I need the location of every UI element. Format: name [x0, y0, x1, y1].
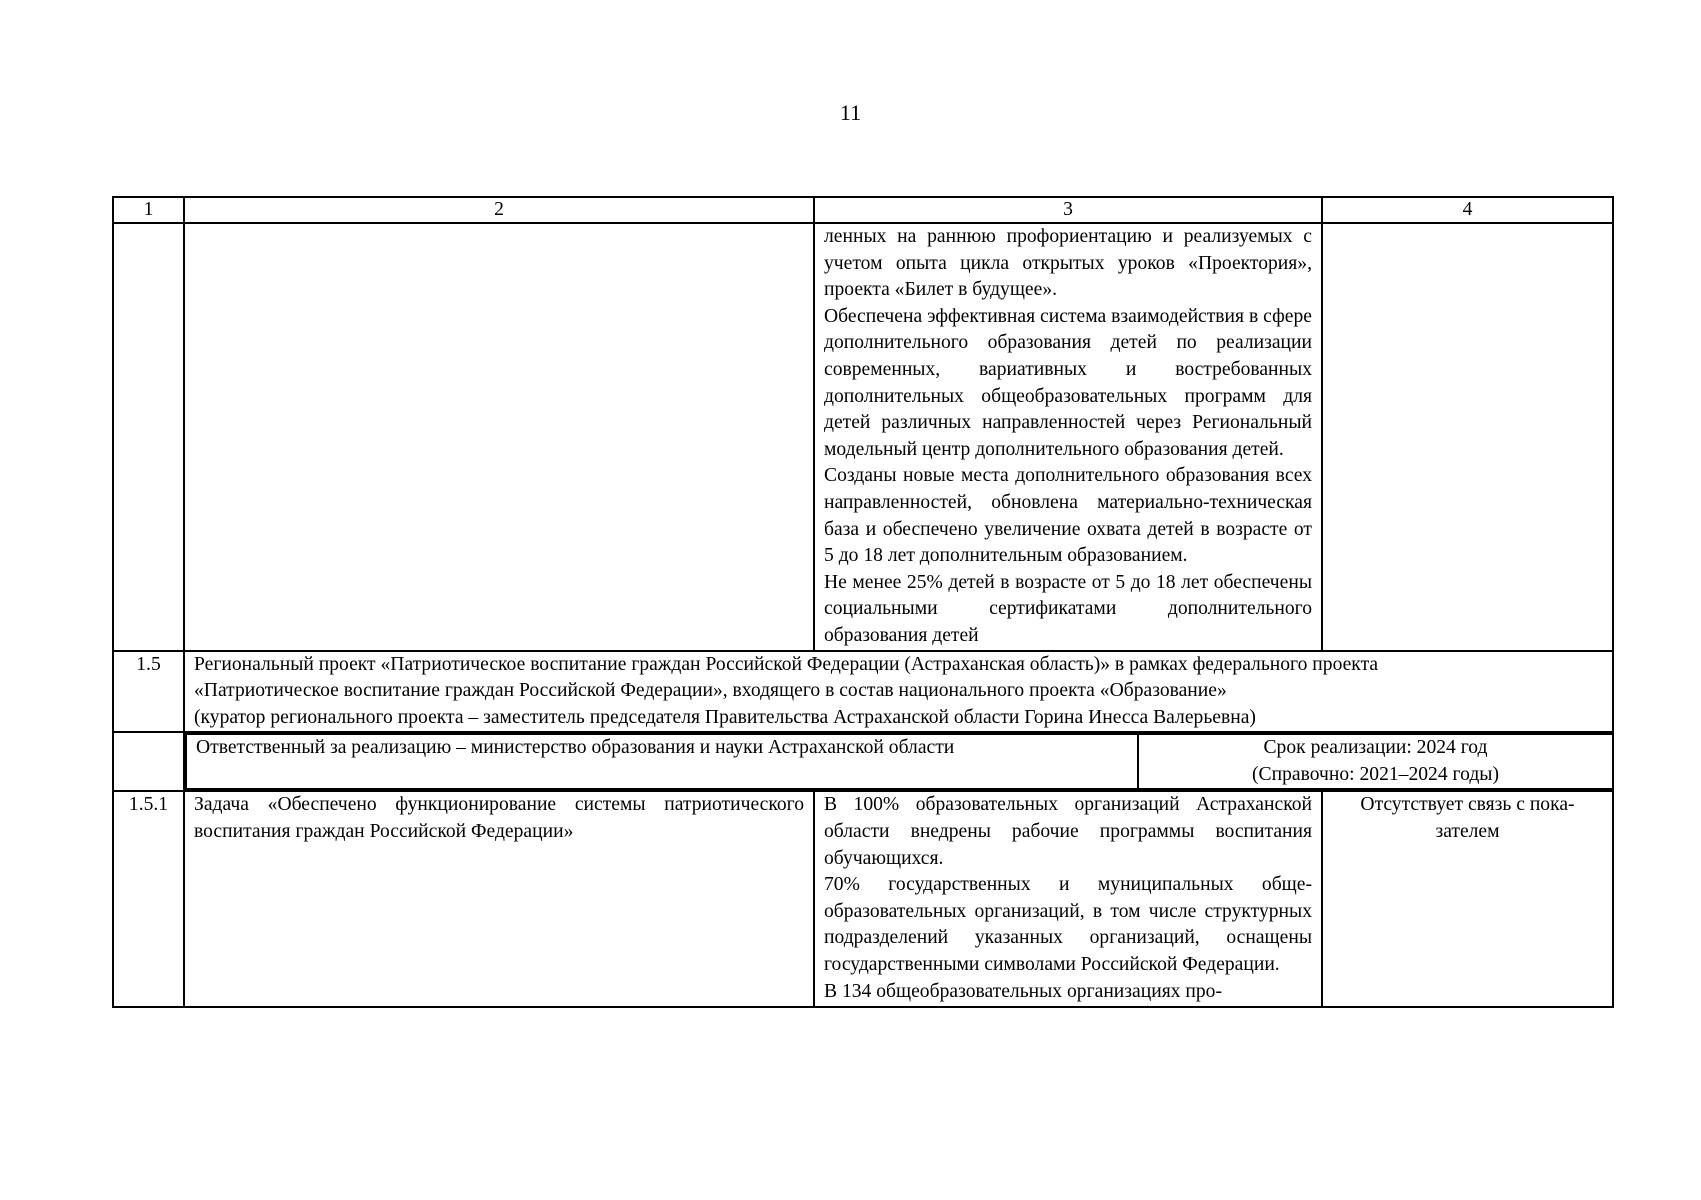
project-title-line: «Патриотическое воспитание граждан Российской Федерации», входящего в состав национального проекта «Образование»: [194, 680, 1227, 702]
project-number: 1.5: [113, 651, 184, 733]
table-header-row: [113, 197, 1613, 223]
header-col-3: 3: [814, 197, 1322, 223]
continuation-task-cell: [184, 223, 814, 651]
header-col-4: 4: [1322, 197, 1613, 223]
task-link-cell: Отсутствует связь с показателем: [1322, 791, 1613, 1006]
continuation-number-cell: [113, 223, 184, 651]
term-cell: [1138, 734, 1613, 789]
project-row: [113, 651, 1613, 733]
results-paragraph: Созданы новые места дополнительного образования всех направленностей, обновлена материально-техническая база и обеспечено увеличение охвата детей в возрасте от 5 до 18 лет дополнительным образованием.: [824, 465, 1312, 567]
task-name: [184, 791, 814, 1006]
task-name-text: Задача «Обеспечено функционирование системы патриотического воспитания граждан Российской Федерации»: [194, 794, 804, 843]
continuation-link-cell: [1322, 223, 1613, 651]
term-text: Срок реализации: 2024 год: [1263, 737, 1488, 759]
results-paragraph-cut: В 134 общеобразовательных организациях про-: [824, 980, 1223, 1002]
results-paragraph: ленных на раннюю профориентацию и реализуемых с учетом опыта цикла открытых уроков «Проектория», проекта «Билет в будущее».: [824, 226, 1312, 301]
term-reference: (Справочно: 2021–2024 годы): [1252, 763, 1499, 785]
results-paragraph: Не менее 25% детей в возрасте от 5 до 18 лет обеспечены социальными сертификатами дополнительного образования детей: [824, 571, 1312, 646]
continuation-row: [113, 223, 1613, 651]
project-title-cell: [184, 651, 1613, 733]
project-curator: (куратор регионального проекта – заместитель председателя Правительства Астраханской области Горина Инесса Валерьевна): [194, 706, 1256, 728]
responsible-cell: [184, 732, 1613, 791]
task-number: 1.5.1: [113, 791, 184, 1006]
page-number: 11: [839, 100, 862, 125]
header-col-1: 1: [113, 197, 184, 223]
results-paragraph: Обеспечена эффективная система взаимодействия в сфере дополнительного образования детей по реализации современных, вариативных и востребованных дополнительных общеобразовательных программ для детей различных направленностей через Региональный модельный центр дополнительного образования детей.: [824, 305, 1312, 460]
task-results-cell: [814, 791, 1322, 1006]
header-col-2: 2: [184, 197, 814, 223]
project-title-line: Региональный проект «Патриотическое воспитание граждан Российской Федерации (Астраханская область)» в рамках федерального проекта: [194, 653, 1379, 675]
responsible-row: [113, 732, 1613, 791]
results-paragraph: В 100% образовательных организаций Астраханской области внедрены рабочие программы воспитания обучающихся.: [824, 794, 1312, 869]
responsible-number-cell: [113, 732, 184, 791]
results-paragraph: 70% государственных и муниципальных общеобразовательных организаций, в том числе структурных подразделений указанных организаций, оснащены государственными символами Российской Федерации.: [824, 874, 1312, 976]
continuation-results-cell: [814, 223, 1322, 651]
responsible-inner-table: [185, 733, 1614, 790]
goals-table: [112, 196, 1614, 1008]
responsible-text: Ответственный за реализацию – министерство образования и науки Астраханской области: [186, 734, 1138, 789]
task-row: [113, 791, 1613, 1006]
